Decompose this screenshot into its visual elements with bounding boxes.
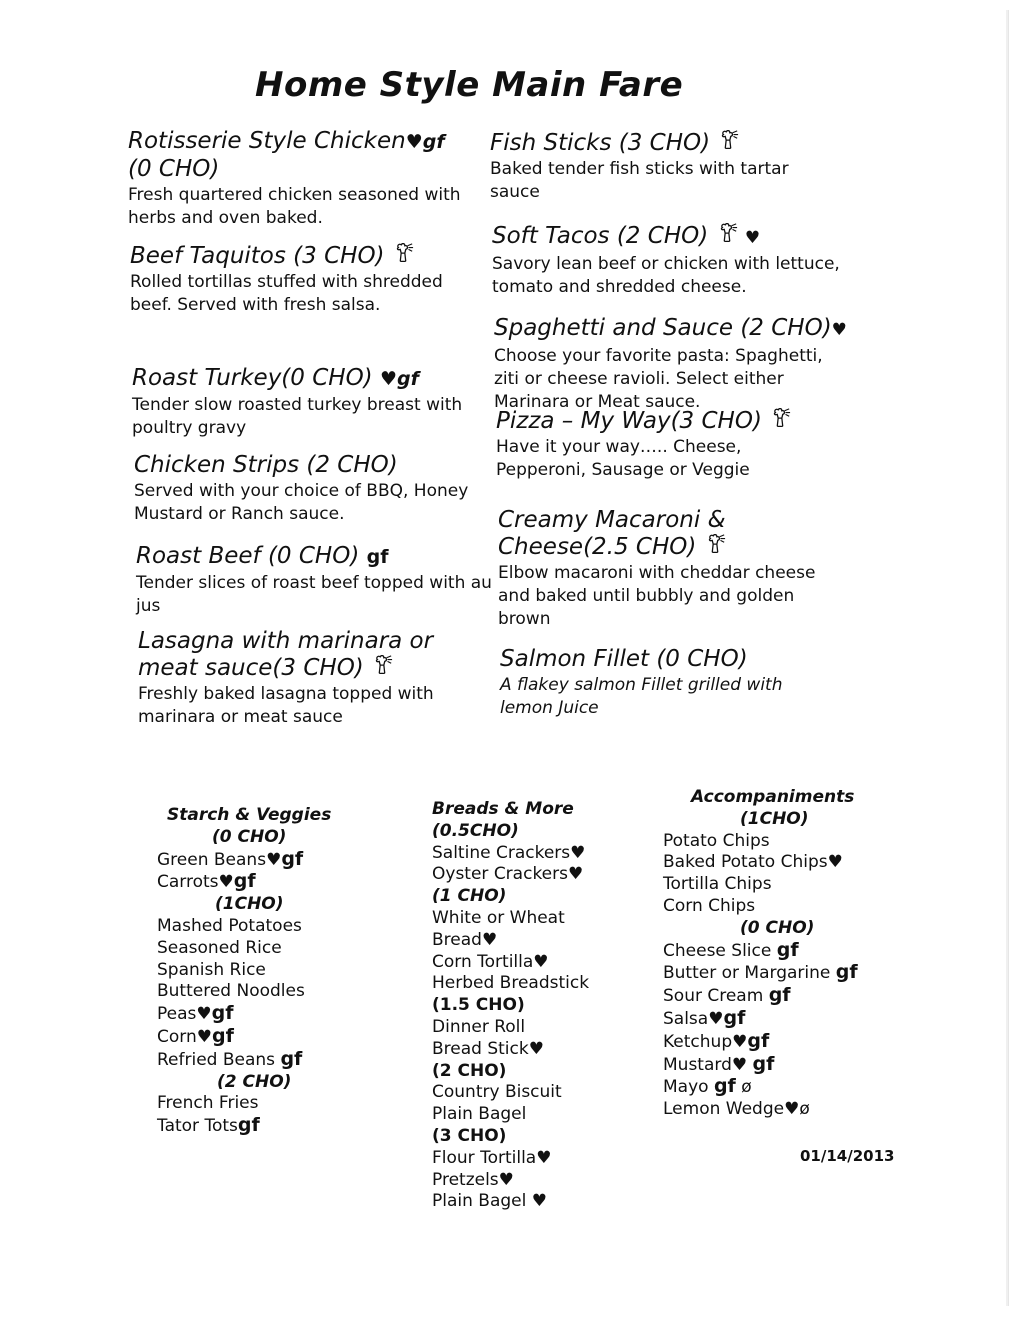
list-item: Buttered Noodles [157,981,305,1002]
entree-lasagna [138,628,468,729]
entree-roast-beef [136,543,496,618]
list-item: Salsa♥gf [663,1006,746,1029]
list-item: Herbed Breadstick [432,973,590,994]
list-item: Corn Tortilla♥ [432,951,549,972]
entree-salmon-fillet [500,646,820,720]
section-header: Starch & Veggies [167,805,332,825]
entree-description: Served with your choice of BBQ, Honey Mustard or Ranch sauce. [134,481,469,524]
list-item: Carrots♥gf [157,870,256,893]
entree-chicken-strips [134,452,494,526]
list-item: Pretzels♥ [432,1169,514,1190]
entree-name: Beef Taquitos (3 CHO) [130,243,490,270]
list-item: Tator Totsgf [157,1114,260,1137]
list-item: Flour Tortilla♥ [432,1147,552,1168]
cho-subheader: (1CHO) [740,808,809,829]
entree-cho: (0 CHO) [128,156,220,182]
list-item: Saltine Crackers♥ [432,842,586,863]
entree-name: Roast Beef (0 CHO) gf [136,543,389,569]
entree-name: Salmon Fillet (0 CHO) [500,646,748,672]
entree-name: Roast Turkey(0 CHO) ♥gf [132,365,419,391]
list-item: Peas♥gf [157,1002,234,1025]
cho-subheader: (1.5 CHO) [432,995,525,1016]
list-item: Mashed Potatoes [157,915,302,936]
list-item: Plain Bagel ♥ [432,1191,548,1212]
entree-name: Fish Sticks (3 CHO) [490,130,830,157]
entree-name: Lasagna with marinara or meat sauce(3 CHO) [138,628,434,681]
entree-spaghetti [494,315,849,414]
list-item: Tortilla Chips [663,874,772,895]
cho-subheader: (1CHO) [215,894,284,915]
entree-description: Baked tender fish sticks with tartar sauce [490,159,789,202]
list-item: Country Biscuit [432,1082,562,1103]
list-item: Refried Beans gf [157,1047,303,1070]
entree-description: Tender slow roasted turkey breast with poultry gravy [132,395,463,438]
entree-description: Freshly baked lasagna topped with marinara or meat sauce [138,684,434,727]
entree-fish-sticks [490,130,830,204]
list-item: Corn♥gf [157,1024,234,1047]
entree-description: Elbow macaroni with cheddar cheese and baked until bubbly and golden brown [498,563,816,629]
list-item: French Fries [157,1093,259,1114]
list-item: Spanish Rice [157,959,266,980]
list-item: Corn Chips [663,895,756,916]
entree-description: A flakey salmon Fillet grilled with lemon Juice [500,675,783,718]
list-item: Seasoned Rice [157,937,282,958]
entree-description: Rolled tortillas stuffed with shredded beef. Served with fresh salsa. [130,272,443,315]
section-header: Breads & More [432,799,574,819]
chef-icon [704,534,726,556]
section-header: Accompaniments [691,787,855,807]
starch-veggies-list [157,805,331,1138]
entree-soft-tacos [492,223,842,299]
entree-name: Pizza – My Way(3 CHO) [496,408,836,435]
page-title: Home Style Main Fare [255,65,684,105]
list-item: Mayo gf ø [663,1075,752,1098]
entree-roast-turkey [132,365,492,440]
entree-description: Savory lean beef or chicken with lettuce, tomato and shredded cheese. [492,254,840,297]
menu-page [10,10,1009,1306]
chef-icon [769,408,791,430]
accompaniments-list [663,787,858,1121]
list-item: Potato Chips [663,830,770,851]
entree-name: Chicken Strips (2 CHO) [134,452,398,478]
cho-subheader: (3 CHO) [432,1125,507,1146]
entree-rotisserie-chicken [128,128,488,230]
cho-subheader: (0 CHO) [212,826,287,847]
list-item: Sour Cream gf [663,984,791,1007]
list-item: Lemon Wedge♥ø [663,1099,810,1120]
entree-mac-and-cheese [498,507,843,631]
list-item: Bread Stick♥ [432,1038,544,1059]
list-item: Butter or Margarine gf [663,961,858,984]
list-item: Bread♥ [432,929,498,950]
breads-more-list [432,799,589,1213]
entree-pizza [496,408,836,482]
revision-date: 01/14/2013 [800,1147,895,1165]
list-item: Ketchup♥gf [663,1029,770,1052]
list-item: Oyster Crackers♥ [432,864,584,885]
entree-name: Creamy Macaroni & Cheese(2.5 CHO) [498,507,726,560]
list-item: White or Wheat [432,907,565,928]
entree-description: Have it your way….. Cheese, Pepperoni, Sausage or Veggie [496,437,750,480]
entree-description: Fresh quartered chicken seasoned with herbs and oven baked. [128,185,461,228]
entree-name: Soft Tacos (2 CHO) ♥ [492,223,761,249]
entree-name: Spaghetti and Sauce (2 CHO)♥ [494,315,847,341]
list-item: Cheese Slice gf [663,938,799,961]
entree-name: Rotisserie Style Chicken♥gf [128,128,445,154]
list-item: Dinner Roll [432,1016,526,1037]
list-item: Plain Bagel [432,1104,527,1125]
cho-subheader: (2 CHO) [217,1071,292,1092]
chef-icon [716,223,738,245]
chef-icon [371,655,393,677]
cho-subheader: (2 CHO) [432,1060,507,1081]
entree-description: Tender slices of roast beef topped with au jus [136,573,492,616]
cho-subheader: (0 CHO) [740,917,815,938]
cho-subheader: (1 CHO) [432,886,507,907]
entree-description: Choose your favorite pasta: Spaghetti, ziti or cheese ravioli. Select either Marinara or Meat sauce. [494,346,823,412]
list-item: Mustard♥ gf [663,1052,775,1075]
cho-subheader: (0.5CHO) [432,820,519,841]
list-item: Baked Potato Chips♥ [663,852,843,873]
list-item: Green Beans♥gf [157,847,304,870]
chef-icon [392,243,414,265]
entree-beef-taquitos [130,243,490,317]
chef-icon [717,130,739,152]
